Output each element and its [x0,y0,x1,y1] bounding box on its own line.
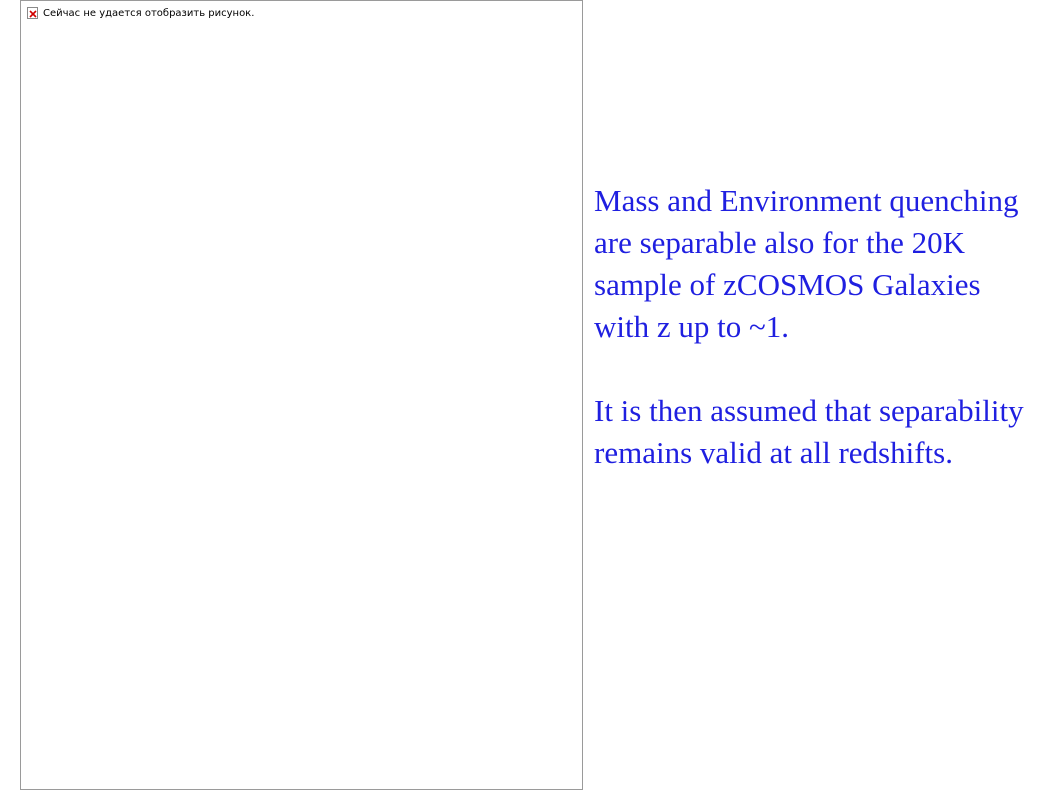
broken-image-icon [27,7,38,19]
broken-image-notice [27,7,254,19]
paragraph-separability: It is then assumed that separability remains valid at all redshifts. [594,393,1024,470]
image-placeholder-frame [20,0,583,790]
paragraph-spacer [594,348,1034,390]
slide-text-block [594,180,1034,474]
paragraph-quenching: Mass and Environment quenching are separable also for the 20K sample of zCOSMOS Galaxies with z up to ~1. [594,183,1019,344]
broken-image-message: Сейчас не удается отобразить рисунок. [43,7,255,19]
